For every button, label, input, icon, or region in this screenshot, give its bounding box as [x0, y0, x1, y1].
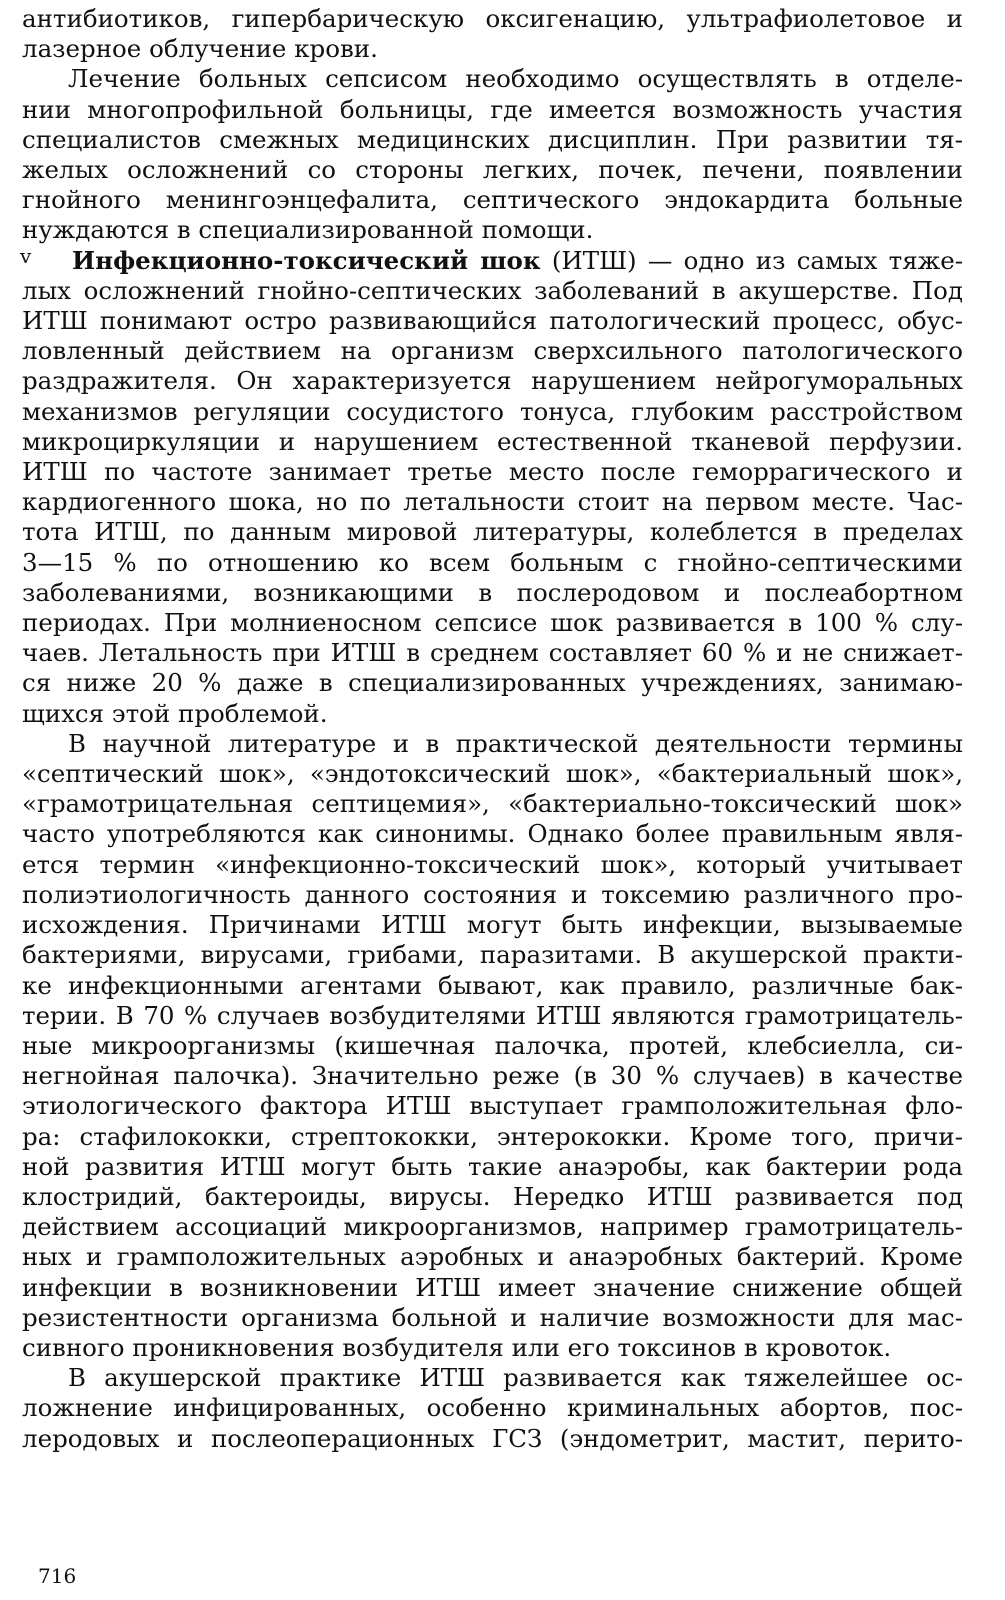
- line-text: антибиотиков, гипербарическую оксигенацию, ультрафиолетовое и: [22, 4, 963, 33]
- line-text: ные микроорганизмы (кишечная палочка, протей, клебсиелла, си-: [22, 1030, 963, 1060]
- line-text: инфекции в возникновении ИТШ имеет значение снижение общей: [22, 1272, 963, 1302]
- text-line: [22, 1273, 963, 1303]
- line-text: раздражителя. Он характеризуется нарушением нейрогуморальных: [22, 366, 963, 396]
- line-text: ИТШ понимают остро развивающийся патологический процесс, обус-: [22, 306, 963, 336]
- text-line: [22, 276, 963, 306]
- text-line: [22, 759, 963, 789]
- line-text: ИТШ по частоте занимает третье место после геморрагического и: [22, 457, 963, 487]
- text-line: [22, 487, 963, 517]
- line-text: ется термин «инфекционно-токсический шок», который учитывает: [22, 849, 963, 879]
- line-text: клостридий, бактероиды, вирусы. Нередко ИТШ развивается под: [22, 1181, 963, 1211]
- text-line: [22, 1001, 963, 1031]
- text-line: [22, 1212, 963, 1242]
- line-text: микроциркуляции и нарушением естественной тканевой перфузии.: [22, 426, 963, 456]
- line-text: желых осложнений со стороны легких, почек, печени, появлении: [22, 155, 963, 185]
- paragraph: [20, 243, 963, 729]
- text-line: [22, 34, 963, 64]
- text-line: [22, 1393, 963, 1423]
- text-line: [22, 155, 963, 185]
- line-text: сивного проникновения возбудителя или его токсинов в кровоток.: [22, 1332, 892, 1362]
- text-line: [22, 185, 963, 215]
- text-line: [22, 668, 963, 698]
- line-text: терии. В 70 % случаев возбудителями ИТШ являются грамотрицатель-: [22, 1000, 963, 1030]
- line-text: специалистов смежных медицинских дисциплин. При развитии тя-: [22, 124, 963, 154]
- page-number: 716: [38, 1564, 77, 1588]
- text-line: [22, 64, 963, 94]
- text-line: [22, 397, 963, 427]
- line-text: этиологического фактора ИТШ выступает грамположительная фло-: [22, 1091, 963, 1121]
- line-text: лых осложнений гнойно-септических заболеваний в акушерстве. Под: [22, 275, 963, 305]
- line-text: ных и грамположительных аэробных и анаэробных бактерий. Кроме: [22, 1242, 963, 1272]
- text-line: [22, 366, 963, 396]
- line-text: тота ИТШ, по данным мировой литературы, колеблется в пределах: [22, 517, 963, 547]
- margin-check-mark: v: [20, 243, 32, 268]
- text-line: [22, 336, 963, 366]
- line-text: В научной литературе и в практической деятельности термины: [68, 728, 963, 758]
- line-text: периодах. При молниеносном сепсисе шок развивается в 100 % слу-: [22, 608, 963, 638]
- line-text: гнойного менингоэнцефалита, септического эндокардита больные: [22, 185, 963, 215]
- text-line: [22, 1152, 963, 1182]
- text-line: [22, 850, 963, 880]
- text-line: [22, 1333, 963, 1363]
- line-text: часто употребляются как синонимы. Однако более правильным явля-: [22, 819, 963, 849]
- paragraph: [22, 729, 963, 1363]
- line-text: кардиогенного шока, но по летальности стоит на первом месте. Час-: [22, 487, 963, 517]
- text-line: [22, 215, 963, 245]
- text-line: [22, 638, 963, 668]
- line-text: исхождения. Причинами ИТШ могут быть инфекции, вызываемые: [22, 910, 963, 940]
- text-line: [22, 4, 963, 34]
- line-text: Лечение больных сепсисом необходимо осуществлять в отделе-: [68, 64, 963, 94]
- text-line: [22, 699, 963, 729]
- line-text: негнойная палочка). Значительно реже (в 30 % случаев) в качестве: [22, 1061, 963, 1091]
- line-text: лазерное облучение крови.: [22, 34, 378, 64]
- text-line: [22, 1122, 963, 1152]
- term-heading: Инфекционно-токсический шок: [72, 245, 541, 275]
- line-text: (ИТШ) — одно из самых тяже-: [540, 245, 963, 275]
- line-text: действием ассоциаций микроорганизмов, например грамотрицатель-: [22, 1212, 963, 1242]
- paragraph: [22, 64, 963, 245]
- text-line: [22, 1031, 963, 1061]
- paragraph: [22, 4, 963, 64]
- line-text: механизмов регуляции сосудистого тонуса, глубоким расстройством: [22, 396, 963, 426]
- line-text: В акушерской практике ИТШ развивается как тяжелейшее ос-: [68, 1363, 963, 1393]
- line-text: нии многопрофильной больницы, где имеется возможность участия: [22, 94, 963, 124]
- text-line: [22, 1303, 963, 1333]
- text-line: [22, 971, 963, 1001]
- text-line: [22, 789, 963, 819]
- line-text: ловленный действием на организм сверхсильного патологического: [22, 336, 963, 366]
- text-line: [22, 910, 963, 940]
- text-line: [22, 729, 963, 759]
- line-text: ся ниже 20 % даже в специализированных учреждениях, занимаю-: [22, 668, 963, 698]
- line-text: ра: стафилококки, стрептококки, энтерококки. Кроме того, причи-: [22, 1121, 963, 1151]
- text-line: [20, 243, 963, 276]
- line-text: ке инфекционными агентами бывают, как правило, различные бак-: [22, 970, 963, 1000]
- line-text: резистентности организма больной и наличие возможности для мас-: [22, 1302, 963, 1332]
- text-line: [22, 608, 963, 638]
- text-line: [22, 517, 963, 547]
- text-line: [22, 1182, 963, 1212]
- line-text: бактериями, вирусами, грибами, паразитами. В акушерской практи-: [22, 940, 963, 970]
- line-text: заболеваниями, возникающими в послеродовом и послеабортном: [22, 577, 963, 607]
- text-line: [22, 306, 963, 336]
- line-text: «септический шок», «эндотоксический шок», «бактериальный шок»,: [22, 759, 963, 789]
- line-text: чаев. Летальность при ИТШ в среднем составляет 60 % и не снижает-: [22, 638, 963, 668]
- line-text: щихся этой проблемой.: [22, 698, 328, 728]
- line-text: леродовых и послеоперационных ГСЗ (эндометрит, мастит, перито-: [22, 1423, 963, 1453]
- line-text: «грамотрицательная септицемия», «бактериально-токсический шок»: [22, 789, 963, 819]
- text-line: [22, 1061, 963, 1091]
- text-line: [22, 940, 963, 970]
- text-line: [22, 125, 963, 155]
- text-line: [22, 95, 963, 125]
- text-line: [22, 548, 963, 578]
- page-body: [22, 4, 963, 1454]
- text-line: [22, 1424, 963, 1454]
- text-line: [22, 1363, 963, 1393]
- line-text: 3—15 % по отношению ко всем больным с гнойно-септическими: [22, 547, 963, 577]
- text-line: [22, 427, 963, 457]
- text-line: [22, 1091, 963, 1121]
- paragraph: [22, 1363, 963, 1454]
- text-line: [22, 457, 963, 487]
- line-text: ной развития ИТШ могут быть такие анаэробы, как бактерии рода: [22, 1151, 963, 1181]
- line-text: нуждаются в специализированной помощи.: [22, 215, 594, 245]
- text-line: [22, 1242, 963, 1272]
- text-line: [22, 578, 963, 608]
- text-line: [22, 880, 963, 910]
- line-text: ложнение инфицированных, особенно криминальных абортов, пос-: [22, 1393, 963, 1423]
- line-text: полиэтиологичность данного состояния и токсемию различного про-: [22, 879, 963, 909]
- text-line: [22, 819, 963, 849]
